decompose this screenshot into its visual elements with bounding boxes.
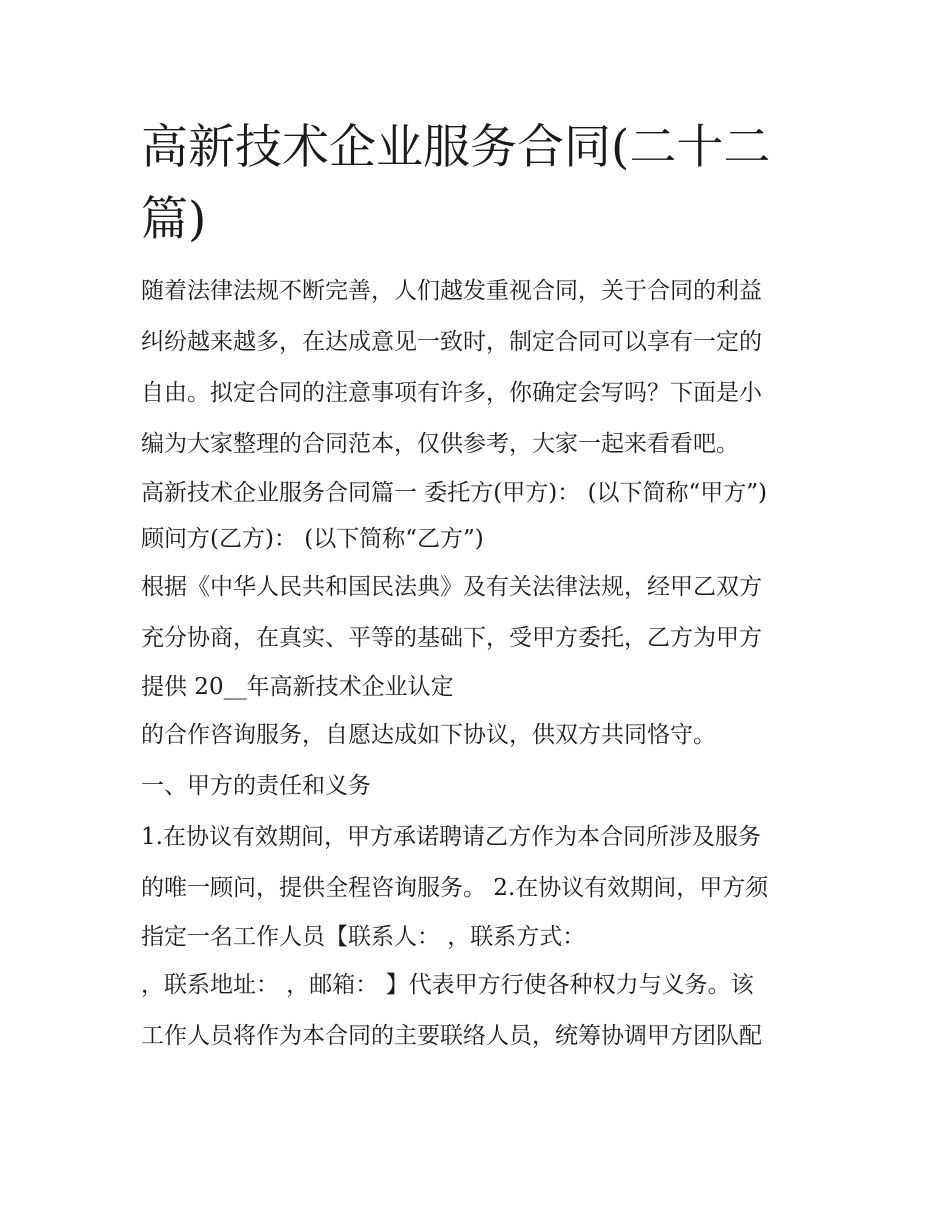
title-line: 篇) [141,192,207,247]
body-line: 1.在协议有效期间，甲方承诺聘请乙方作为本合同所涉及服务 [141,824,761,850]
document-body [141,266,821,1062]
document-title [141,112,821,256]
body-line: 提供 20__年高新技术企业认定 [141,674,454,700]
body-line: 编为大家整理的合同范本，仅供参考，大家一起来看看吧。 [141,431,739,457]
body-line: 的合作咨询服务，自愿达成如下协议，供双方共同恪守。 [141,722,716,748]
body-line: 高新技术企业服务合同篇一 委托方(甲方)： (以下简称“甲方”) [141,480,768,506]
body-line: 指定一名工作人员【联系人： ，联系方式： [141,924,586,950]
document-page [141,112,821,1062]
body-line: 的唯一顾问，提供全程咨询服务。 2.在协议有效期间，甲方须 [141,875,769,901]
body-line: ，联系地址： ，邮箱： 】代表甲方行使各种权力与义务。该 [141,972,754,998]
body-line: 工作人员将作为本合同的主要联络人员，统筹协调甲方团队配 [141,1023,762,1049]
body-line: 充分协商，在真实、平等的基础下，受甲方委托，乙方为甲方 [141,625,762,651]
body-line: 一、甲方的责任和义务 [141,773,371,799]
body-line: 随着法律法规不断完善，人们越发重视合同，关于合同的利益 [141,278,762,304]
body-line: 根据《中华人民共和国民法典》及有关法律法规，经甲乙双方 [141,574,762,600]
body-line: 纠纷越来越多，在达成意见一致时，制定合同可以享有一定的 [141,329,762,355]
title-line: 高新技术企业服务合同(二十二 [141,120,771,175]
body-line: 顾问方(乙方)： (以下简称“乙方”) [141,526,484,552]
body-line: 自由。拟定合同的注意事项有许多，你确定会写吗？下面是小 [141,380,762,406]
